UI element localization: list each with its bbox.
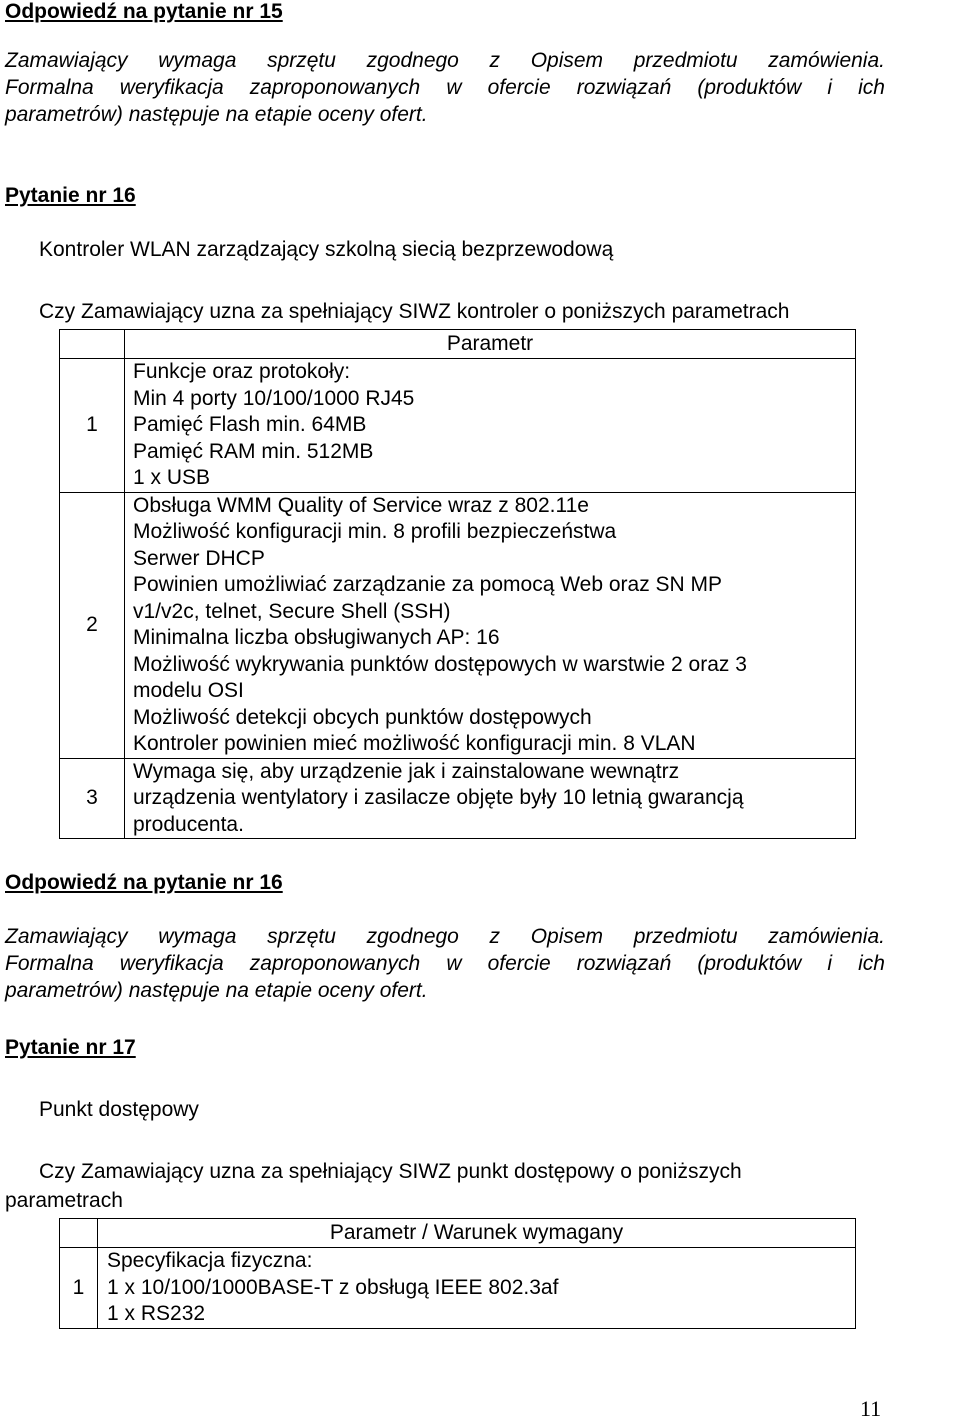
table-row [60,492,856,758]
answer-15-line-1: Zamawiający wymaga sprzętu zgodnego z Opisem przedmiotu zamówienia. [5,49,885,72]
answer-15-heading: Odpowiedź na pytanie nr 15 [5,0,283,23]
table-header-cell: Parametr / Warunek wymagany [98,1219,856,1248]
table-row [60,1248,856,1329]
table-row [60,758,856,839]
parameter-line: Wymaga się, aby urządzenie jak i zainstalowane wewnątrz [133,759,680,783]
parameter-line: 1 x USB [133,466,211,489]
parameter-line: v1/v2c, telnet, Secure Shell (SSH) [133,599,451,623]
parameter-line: Możliwość wykrywania punktów dostępowych w warstwie 2 oraz 3 [133,652,747,676]
row-number: 2 [60,492,125,758]
question-17-heading: Pytanie nr 17 [5,1036,136,1059]
parameter-line: urządzenia wentylatory i zasilacze objęte były 10 letnią gwarancją [133,786,744,809]
parameter-line: producenta. [133,812,244,836]
question-17-question-line-2: parametrach [5,1189,123,1212]
parameter-line: Pamięć RAM min. 512MB [133,439,374,463]
answer-16-line-3: parametrów) następuje na etapie oceny ofert. [5,979,428,1002]
row-number: 1 [60,359,125,493]
answer-16-heading: Odpowiedź na pytanie nr 16 [5,871,283,894]
answer-16-line-2: Formalna weryfikacja zaproponowanych w ofercie rozwiązań (produktów i ich [5,952,885,975]
parameter-line: Pamięć Flash min. 64MB [133,413,367,436]
parameter-line: modelu OSI [133,679,244,702]
parameter-line: 1 x 10/100/1000BASE-T z obsługą IEEE 802.3af [107,1275,559,1299]
parameter-line: Możliwość detekcji obcych punktów dostępowych [133,705,592,729]
table-header-empty-cell [60,330,125,359]
parameter-line: 1 x RS232 [107,1302,206,1325]
table-header-empty-cell [60,1219,98,1248]
table-row [60,359,856,493]
parameter-line: Minimalna liczba obsługiwanych AP: 16 [133,626,500,649]
question-16-question: Czy Zamawiający uzna za spełniający SIWZ kontroler o poniższych parametrach [39,300,790,323]
question-17-subject: Punkt dostępowy [39,1098,199,1121]
table-header-row [60,1219,856,1248]
parameter-line: Serwer DHCP [133,546,265,570]
row-parameters [125,758,856,839]
table-header-row [60,330,856,359]
question-16-heading: Pytanie nr 16 [5,184,136,207]
parameter-line: Powinien umożliwiać zarządzanie za pomocą Web oraz SN MP [133,573,723,596]
row-number: 3 [60,758,125,839]
parameter-line: Funkcje oraz protokoły: [133,360,351,383]
question-16-parameter-table [59,329,856,839]
answer-16-line-1: Zamawiający wymaga sprzętu zgodnego z Opisem przedmiotu zamówienia. [5,925,885,948]
answer-15-line-2: Formalna weryfikacja zaproponowanych w ofercie rozwiązań (produktów i ich [5,76,885,99]
question-17-question-line-1: Czy Zamawiający uzna za spełniający SIWZ punkt dostępowy o poniższych [39,1160,742,1183]
parameter-line: Specyfikacja fizyczna: [107,1249,313,1272]
parameter-line: Możliwość konfiguracji min. 8 profili bezpieczeństwa [133,520,617,543]
row-parameters [125,359,856,493]
parameter-line: Min 4 porty 10/100/1000 RJ45 [133,386,415,410]
parameter-line: Kontroler powinien mieć możliwość konfiguracji min. 8 VLAN [133,732,696,755]
table-header-cell: Parametr [125,330,856,359]
question-16-subject: Kontroler WLAN zarządzający szkolną siecią bezprzewodową [39,238,614,261]
question-17-parameter-table [59,1218,856,1329]
row-parameters [125,492,856,758]
parameter-line: Obsługa WMM Quality of Service wraz z 802.11e [133,493,589,517]
row-parameters [98,1248,856,1329]
row-number: 1 [60,1248,98,1329]
answer-15-line-3: parametrów) następuje na etapie oceny ofert. [5,103,428,126]
page-number: 11 [860,1396,882,1421]
